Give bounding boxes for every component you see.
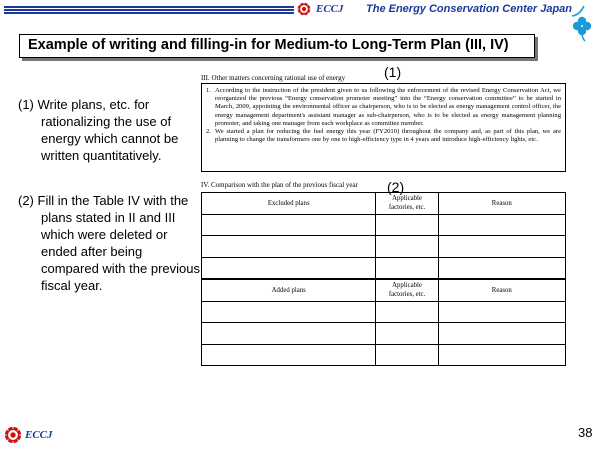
item-text: According to the instruction of the president given to us following the enforcement of the revised Energy Conservation Act, we reorganized the previous “Energy conservation promoter meeting” into the “Energy conservation committee” to be started in March, 2009, appointing the environmental officer as chairperson, who is to be elected as energy management control officer, the energy management department's assistant manager as sub-chairperson, who is to be elected as energy management planning promoter, and taking one manager from each workplace as committee member. (215, 87, 561, 127)
note-1-first-line: (1) Write plans, etc. for (18, 97, 150, 112)
table-cell (376, 214, 438, 236)
table-cell (202, 214, 376, 236)
added-plans-header: Added plans (202, 279, 376, 301)
reason-header: Reason (438, 279, 565, 301)
table-cell (202, 344, 376, 366)
note-2 (18, 192, 200, 294)
item-number: 2. (206, 128, 211, 136)
item-text: We started a plan for reducing the fuel energy this year (FY2010) throughout the company and, as part of this plan, we are planning to change the transformers one by one to high-efficiency type in 4 years and introduce high-efficiency lights, etc. (215, 128, 561, 144)
table-row (202, 257, 566, 279)
table-row (202, 323, 566, 345)
callout-label-1: (1) (384, 64, 402, 80)
applicable-factories-header (376, 279, 438, 301)
item-number: 1. (206, 87, 211, 94)
footer-eccj-text: ECCJ (25, 429, 53, 441)
table-cell (438, 323, 565, 345)
note-1 (18, 96, 208, 164)
excluded-header-row (202, 193, 566, 215)
header-stripe-bar (4, 6, 294, 15)
reason-header: Reason (438, 193, 565, 215)
table-cell (376, 344, 438, 366)
table-row (202, 344, 566, 366)
comparison-table (201, 192, 566, 366)
note-2-first-line: (2) Fill in the Table IV with the (18, 193, 189, 208)
table-cell (376, 257, 438, 279)
section-4-heading: IV. Comparison with the plan of the previous fiscal year (201, 181, 358, 189)
table-cell (202, 301, 376, 323)
header-org-name: The Energy Conservation Center Japan (366, 3, 572, 15)
applicable-header-line2: factories, etc. (388, 204, 426, 212)
table-cell (376, 236, 438, 258)
eccj-logo-icon (297, 2, 311, 16)
applicable-header-line2: factories, etc. (388, 291, 426, 299)
table-cell (438, 257, 565, 279)
applicable-factories-header (376, 193, 438, 215)
section-3-box (201, 83, 566, 172)
note-1-body: rationalizing the use of energy which cannot be written quantitatively. (41, 114, 179, 163)
section-3-item (206, 87, 561, 128)
header-eccj-text: ECCJ (316, 3, 344, 15)
applicable-header-line1: Applicable (392, 195, 422, 203)
table-row (202, 214, 566, 236)
applicable-header-line1: Applicable (392, 282, 422, 290)
added-header-row (202, 279, 566, 301)
page-number: 38 (578, 425, 593, 440)
table-cell (438, 236, 565, 258)
table-cell (438, 344, 565, 366)
table-cell (376, 301, 438, 323)
footer-eccj-logo-icon (4, 426, 22, 444)
table-cell (438, 301, 565, 323)
note-2-body: plans stated in II and III which were deleted or ended after being compared with the previous fiscal year. (41, 210, 200, 293)
callout-label-2: (2) (387, 179, 405, 195)
table-row (202, 236, 566, 258)
section-3-heading: III. Other matters concerning rational use of energy (201, 74, 346, 82)
table-cell (202, 323, 376, 345)
table-cell (438, 214, 565, 236)
table-cell (376, 323, 438, 345)
table-cell (202, 236, 376, 258)
table-cell (202, 257, 376, 279)
table-row (202, 301, 566, 323)
section-3-item (206, 128, 561, 144)
clover-logo-icon (568, 2, 596, 42)
excluded-plans-header: Excluded plans (202, 193, 376, 215)
slide-title: Example of writing and filling-in for Medium-to Long-Term Plan (III, IV) (28, 37, 509, 53)
slide-title-box (19, 34, 535, 58)
